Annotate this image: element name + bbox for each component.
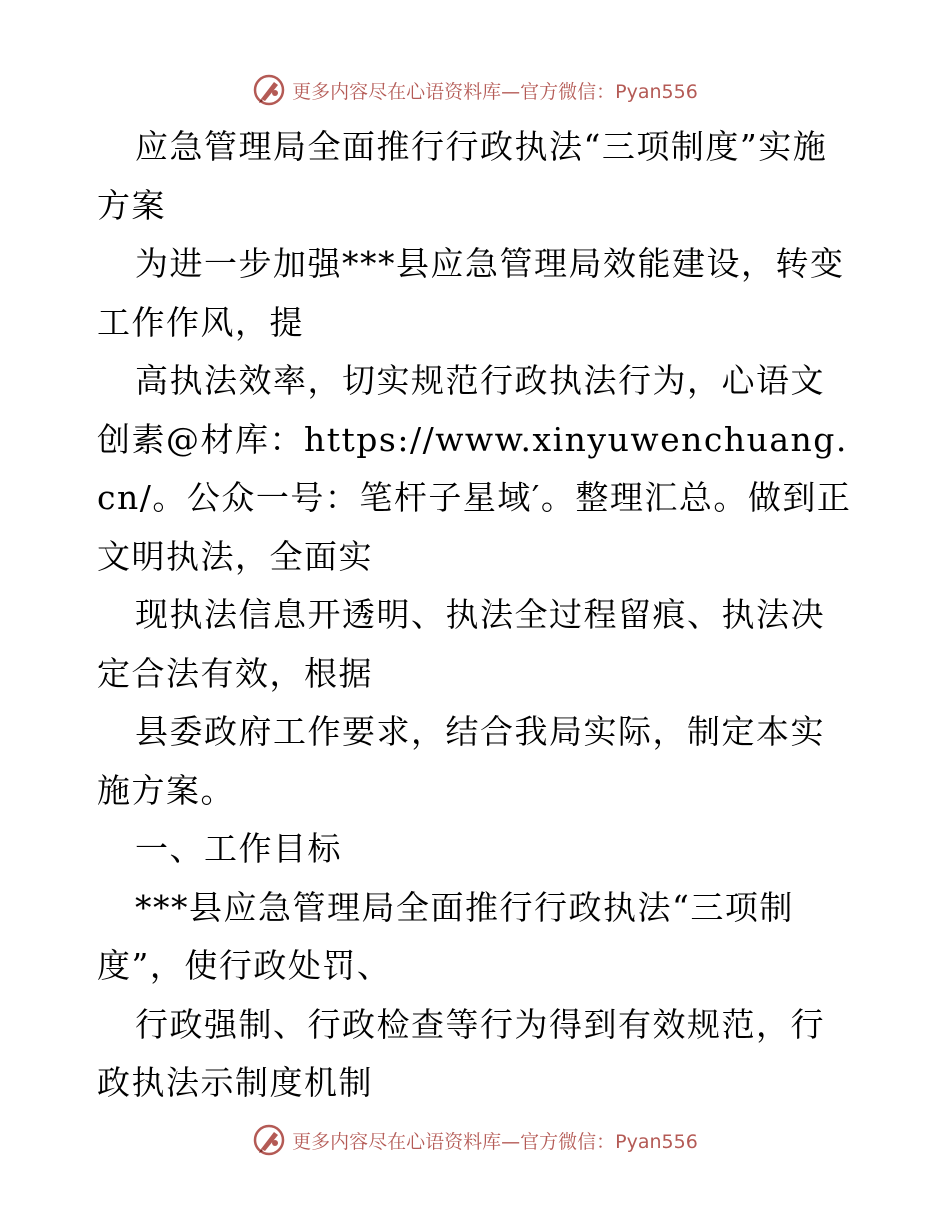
paragraph: 行政强制、行政检查等行为得到有效规范，行政执法示制度机制 bbox=[97, 1004, 825, 1102]
paragraph: 高执法效率，切实规范行政执法行为，心语文创素@材库：https://www.xinyuwenchuang.cn/。公众一号：笔杆子星域′。整理汇总。做到正文明执法，全面实 bbox=[97, 361, 852, 576]
paragraph: 为进一步加强***县应急管理局效能建设，转变工作作风，提 bbox=[97, 244, 845, 342]
paragraph: 现执法信息开透明、执法全过程留痕、执法决定合法有效，根据 bbox=[97, 595, 825, 693]
banner-text: 更多内容尽在心语资料库—官方微信：Pyan556 bbox=[292, 80, 698, 103]
header-banner bbox=[0, 70, 950, 110]
quill-pen-logo-icon bbox=[252, 1123, 286, 1157]
banner-text: 更多内容尽在心语资料库—官方微信：Pyan556 bbox=[292, 1130, 698, 1153]
paragraph: 县委政府工作要求，结合我局实际，制定本实施方案。 bbox=[97, 712, 825, 810]
paragraph: ***县应急管理局全面推行行政执法“三项制度”，使行政处罚、 bbox=[97, 887, 794, 985]
section-heading: 一、工作目标 bbox=[135, 829, 342, 868]
document-title: 应急管理局全面推行行政执法“三项制度”实施方案 bbox=[97, 127, 828, 225]
document-body bbox=[97, 118, 857, 1113]
footer-banner bbox=[0, 1120, 950, 1160]
quill-pen-logo-icon bbox=[252, 73, 286, 107]
